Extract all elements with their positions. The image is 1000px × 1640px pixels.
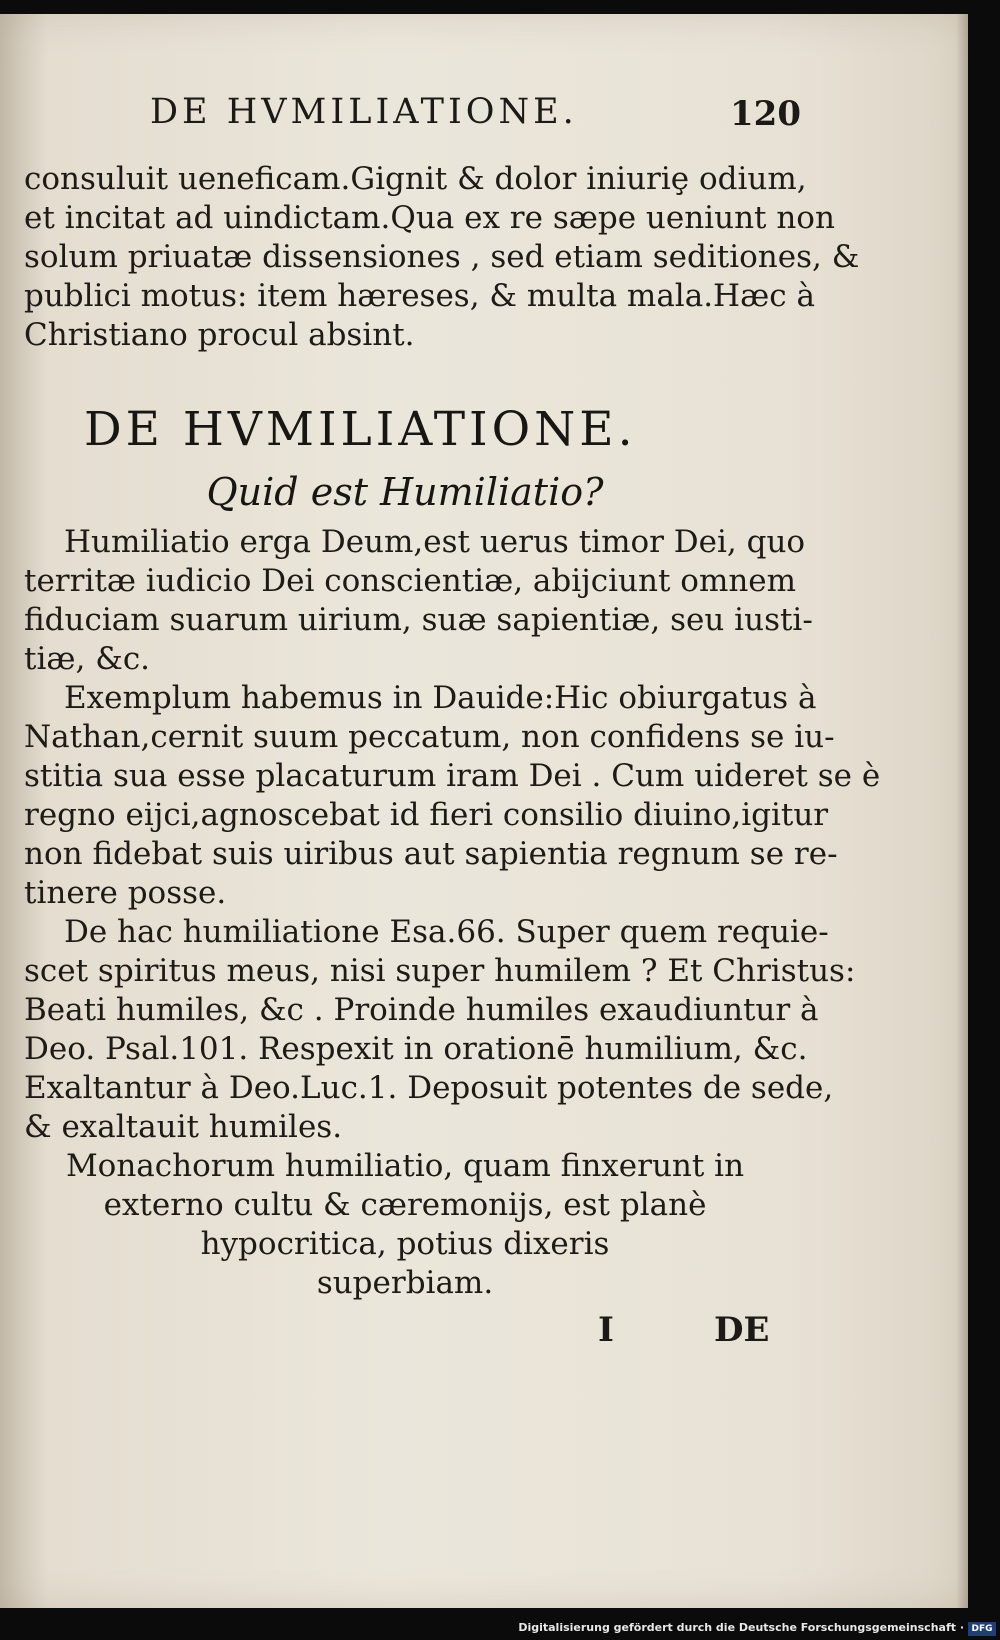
page-footer (0, 1310, 810, 1350)
text-line: Beati humiles, &c . Proinde humiles exaudiuntur à (24, 992, 819, 1028)
dfg-logo-icon: DFG (968, 1622, 996, 1636)
body-text-main (24, 523, 881, 1303)
text-line: scet spiritus meus, nisi super humilem ? Et Christus: (24, 953, 856, 989)
text-line: publici motus: item hæreses, & multa mala.Hæc à (24, 278, 815, 314)
text-line: & exaltauit humiles. (24, 1109, 343, 1145)
text-line: et incitat ad uindictam.Qua ex re sæpe ueniunt non (24, 200, 835, 236)
text-line: Exemplum habemus in Dauide:Hic obiurgatus à (64, 680, 817, 716)
section-question: Quid est Humiliatio? (206, 470, 604, 514)
text-line: Deo. Psal.101. Respexit in orationē humilium, &c. (24, 1031, 808, 1067)
body-text-top (24, 160, 860, 355)
paragraph (24, 913, 856, 1147)
text-line: Nathan,cernit suum peccatum, non confidens se iu- (24, 719, 835, 755)
paragraph (24, 679, 881, 913)
signature-mark: I (598, 1310, 614, 1350)
text-line: non fidebat suis uiribus aut sapientia regnum se re- (24, 836, 838, 872)
text-line: solum priuatæ dissensiones , sed etiam seditiones, & (24, 239, 860, 275)
text-line: tiæ, &c. (24, 641, 151, 677)
text-line: externo cultu & cæremonijs, est planè (103, 1187, 707, 1223)
section-title: DE HVMILIATIONE. (84, 402, 637, 457)
text-line: regno eijci,agnoscebat id fieri consilio diuino,igitur (24, 797, 829, 833)
closing-paragraph (24, 1147, 786, 1303)
text-line: hypocritica, potius dixeris (200, 1226, 610, 1262)
running-title: DE HVMILIATIONE. (150, 92, 578, 132)
text-line: De hac humiliatione Esa.66. Super quem requie- (64, 914, 829, 950)
catchword: DE (714, 1310, 770, 1350)
text-line: superbiam. (316, 1265, 494, 1301)
text-line: Humiliatio erga Deum,est uerus timor Dei, quo (64, 524, 806, 560)
text-line: Monachorum humiliatio, quam finxerunt in (65, 1148, 745, 1184)
page-number: 120 (730, 94, 801, 134)
text-line: territæ iudicio Dei conscientiæ, abijciunt omnem (24, 563, 797, 599)
text-line: stitia sua esse placaturum iram Dei . Cum uideret se è (24, 758, 881, 794)
text-line: Exaltantur à Deo.Luc.1. Deposuit potentes de sede, (24, 1070, 834, 1106)
paragraph (24, 523, 813, 679)
text-line: fiduciam suarum uirium, suæ sapientiæ, seu iusti- (24, 602, 813, 638)
digitization-credit: Digitalisierung gefördert durch die Deutsche Forschungsgemeinschaft · (518, 1621, 964, 1634)
text-line: consuluit ueneficam.Gignit & dolor iniuriȩ odium, (24, 161, 807, 197)
text-line: Christiano procul absint. (24, 317, 415, 353)
book-page (0, 14, 968, 1608)
text-line: tinere posse. (24, 875, 227, 911)
